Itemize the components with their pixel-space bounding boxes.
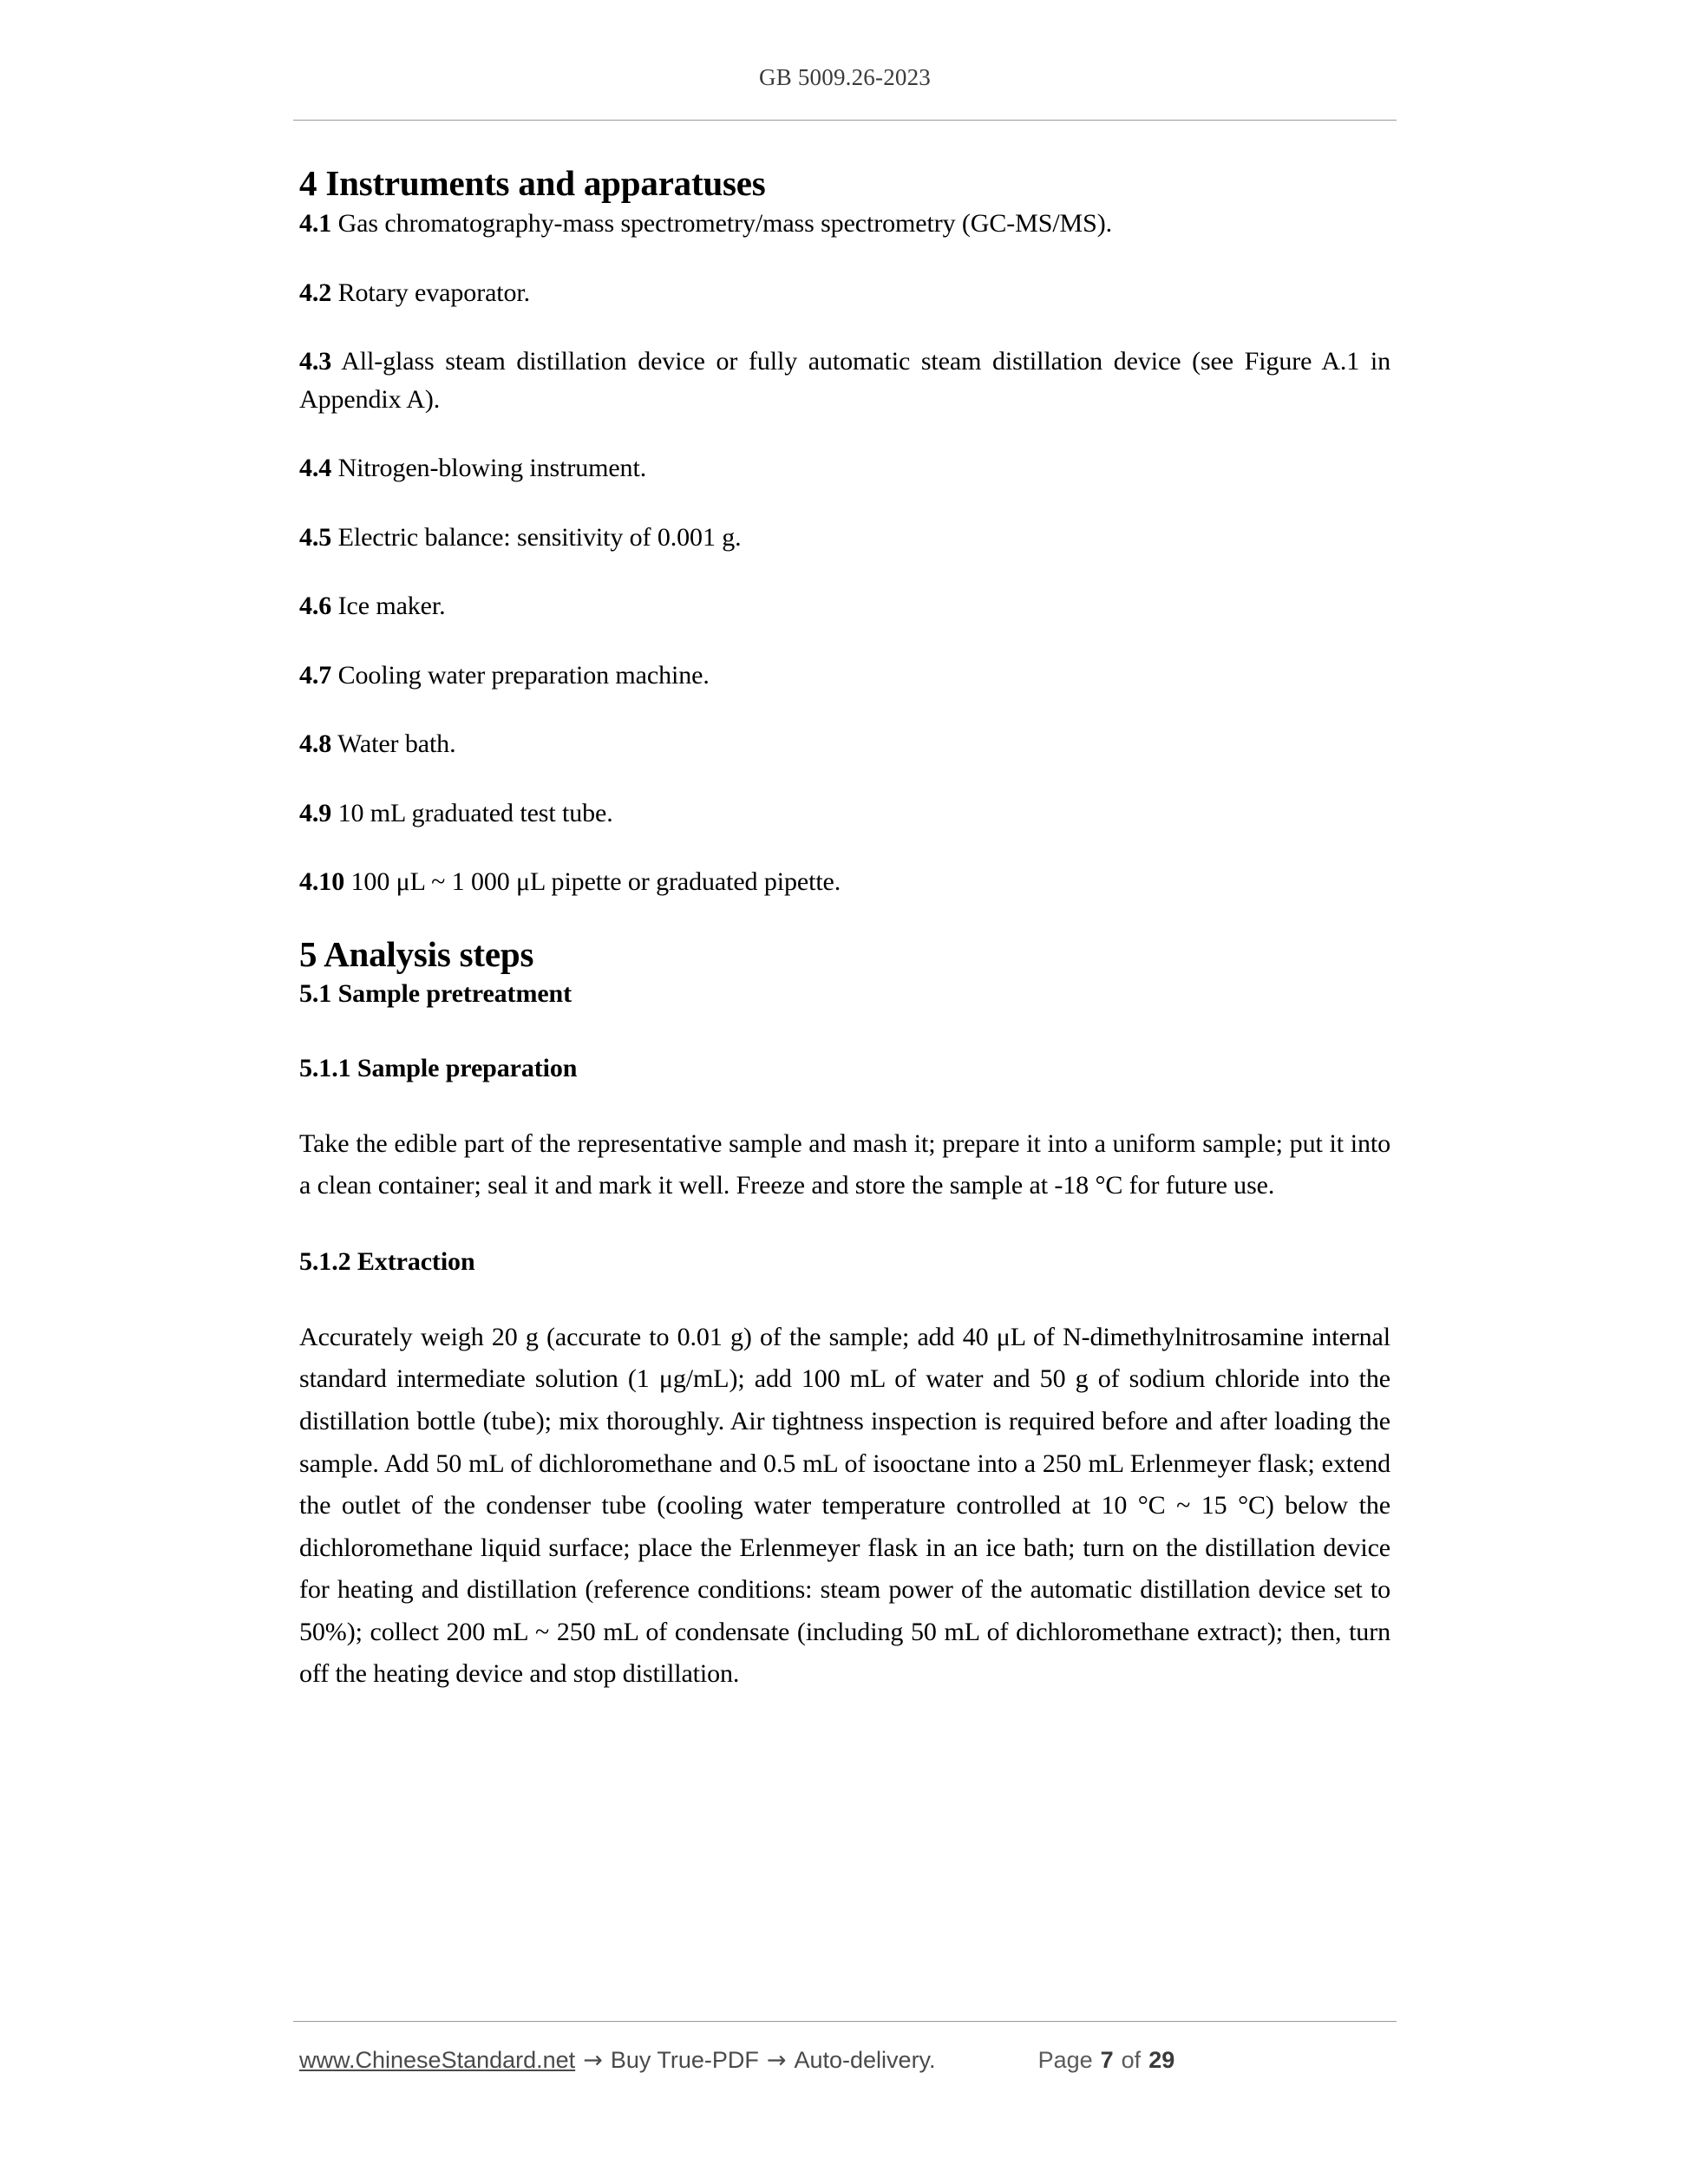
item-number: 4.4 (299, 454, 332, 483)
item-4-10 (299, 863, 1390, 901)
of-label: of (1121, 2047, 1142, 2073)
item-text: Water bath. (337, 729, 456, 759)
section-5-heading: 5 Analysis steps (299, 933, 534, 974)
item-number: 4.7 (299, 660, 332, 690)
item-4-7 (299, 657, 1390, 695)
page-header (299, 64, 1390, 91)
standard-code: GB 5009.26-2023 (759, 64, 931, 90)
arrow-right-icon: → (583, 2047, 603, 2074)
chinesestandard-link[interactable]: www.ChineseStandard.net (299, 2047, 576, 2073)
page-indicator (1038, 2047, 1175, 2074)
item-number: 4.5 (299, 522, 332, 552)
page-content (299, 161, 1390, 1696)
item-number: 4.6 (299, 592, 332, 621)
item-4-1 (299, 205, 1390, 243)
footer-promo-buy: Buy True-PDF (610, 2047, 759, 2073)
page-total: 29 (1148, 2047, 1175, 2073)
arrow-right-icon: → (766, 2047, 787, 2074)
item-4-2 (299, 274, 1390, 312)
item-text: All-glass steam distillation device or fully automatic steam distillation device (see Figure A.1 in Appendix A). (299, 347, 1390, 414)
subsection-5-1-heading: 5.1 Sample pretreatment (299, 978, 572, 1008)
item-text: 100 μL ~ 1 000 μL pipette or graduated pipette. (350, 867, 841, 897)
item-number: 4.3 (299, 347, 332, 376)
subsection-5-1-2-heading: 5.1.2 Extraction (299, 1246, 475, 1276)
paragraph-extraction: Accurately weigh 20 g (accurate to 0.01 g) of the sample; add 40 μL of N-dimethylnitrosamine internal standard intermediate solution (1 μg/mL); add 100 mL of water and 50 g of sodium chloride into the distillation bottle (tube); mix thoroughly. Air tightness inspection is required before and after loading the sample. Add 50 mL of dichloromethane and 0.5 mL of isooctane into a 250 mL Erlenmeyer flask; extend the outlet of the condenser tube (cooling water temperature controlled at 10 °C ~ 15 °C) below the dichloromethane liquid surface; place the Erlenmeyer flask in an ice bath; turn on the distillation device for heating and distillation (reference conditions: steam power of the automatic distillation device set to 50%); collect 200 mL ~ 250 mL of condensate (including 50 mL of dichloromethane extract); then, turn off the heating device and stop distillation. (299, 1322, 1390, 1689)
header-divider (293, 120, 1397, 121)
footer-divider (293, 2021, 1397, 2022)
page-label: Page (1037, 2047, 1093, 2073)
item-4-9 (299, 794, 1390, 833)
item-text: Nitrogen-blowing instrument. (337, 454, 647, 483)
item-number: 4.10 (299, 867, 345, 897)
item-text: Cooling water preparation machine. (337, 660, 710, 690)
item-4-5 (299, 519, 1390, 557)
item-4-3 (299, 343, 1390, 418)
item-number: 4.2 (299, 278, 332, 307)
item-text: Rotary evaporator. (337, 278, 531, 307)
section-4-heading: 4 Instruments and apparatuses (299, 163, 766, 203)
page-number: 7 (1100, 2047, 1114, 2073)
subsection-5-1-1-heading: 5.1.1 Sample preparation (299, 1053, 578, 1082)
paragraph-sample-preparation: Take the edible part of the representative sample and mash it; prepare it into a uniform sample; put it into a clean container; seal it and mark it well. Freeze and store the sample at -18 °C for future use. (299, 1128, 1390, 1200)
footer-promo (299, 2047, 936, 2074)
item-4-6 (299, 587, 1390, 625)
item-number: 4.1 (299, 209, 332, 239)
footer-promo-delivery: Auto-delivery. (794, 2047, 936, 2073)
item-number: 4.8 (299, 729, 332, 759)
page-footer (299, 2047, 1403, 2074)
item-text: Electric balance: sensitivity of 0.001 g. (337, 522, 742, 552)
item-text: Gas chromatography-mass spectrometry/mass spectrometry (GC-MS/MS). (337, 209, 1112, 239)
item-text: 10 mL graduated test tube. (337, 798, 613, 827)
item-number: 4.9 (299, 798, 332, 827)
item-4-4 (299, 449, 1390, 487)
item-text: Ice maker. (337, 592, 446, 621)
item-4-8 (299, 725, 1390, 763)
